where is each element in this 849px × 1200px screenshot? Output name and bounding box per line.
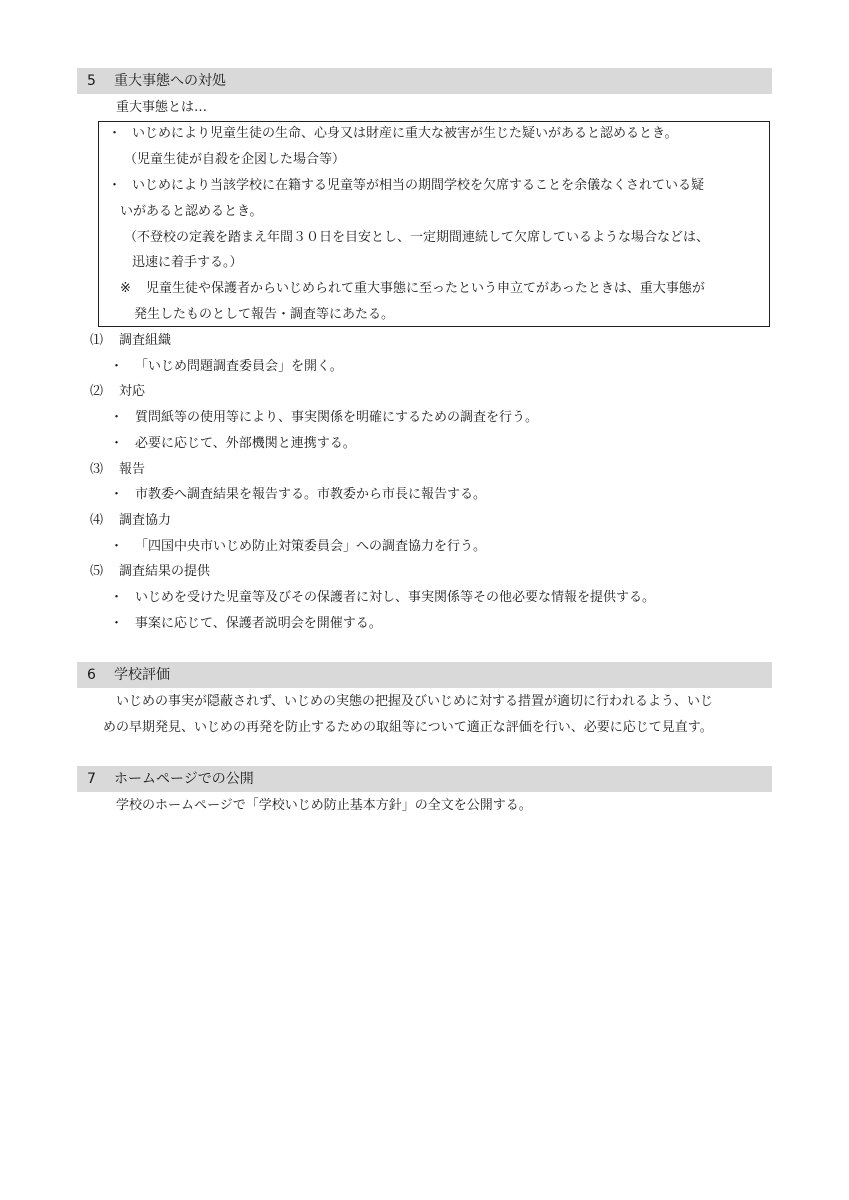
section-6-header (77, 662, 772, 688)
subsection-5-number: ⑸ (90, 564, 104, 579)
subsection-5-item-1: いじめを受けた児童等及びその保護者に対し、事実関係等その他必要な情報を提供する。 (135, 590, 656, 605)
subsection-1-title: 調査組織 (119, 333, 172, 348)
subsection-2-item-2: 必要に応じて、外部機関と連携する。 (135, 436, 356, 451)
section-6-title: 学校評価 (114, 667, 170, 683)
subsection-3-item-1: 市教委へ調査結果を報告する。市教委から市長に報告する。 (135, 487, 487, 502)
subsection-5-item-2: 事案に応じて、保護者説明会を開催する。 (135, 616, 382, 631)
box-item-2-line-1: いじめにより当該学校に在籍する児童等が相当の期間学校を欠席することを余儀なくされている疑 (132, 178, 705, 193)
section-5-intro: 重大事態とは… (116, 100, 208, 115)
box-bullet-2: ・ (108, 178, 122, 193)
box-kome-line-2: 発生したものとして報告・調査等にあたる。 (134, 307, 395, 322)
subsection-2-bullet-1: ・ (110, 410, 124, 425)
subsection-4-number: ⑷ (90, 513, 104, 528)
subsection-1-bullet: ・ (110, 359, 124, 374)
section-7-header (77, 766, 772, 792)
section-7-number: 7 (87, 771, 96, 787)
subsection-2-title: 対応 (119, 384, 146, 399)
box-item-1-line-1: いじめにより児童生徒の生命、心身又は財産に重大な被害が生じた疑いがあると認めるとき。 (132, 126, 678, 141)
box-item-2-line-2: いがあると認めるとき。 (120, 204, 263, 219)
section-7-title: ホームページでの公開 (114, 771, 254, 787)
box-bullet-1: ・ (108, 126, 122, 141)
subsection-4-title: 調査協力 (119, 513, 172, 528)
subsection-4-item-1: 「四国中央市いじめ防止対策委員会」への調査協力を行う。 (135, 539, 487, 554)
section-5-number: 5 (87, 73, 96, 89)
subsection-3-number: ⑶ (90, 462, 104, 477)
subsection-1-number: ⑴ (90, 333, 104, 348)
box-kome-line-1: 児童生徒や保護者からいじめられて重大事態に至ったという申立てがあったときは、重大事態が (146, 281, 705, 296)
subsection-4-bullet: ・ (110, 539, 124, 554)
subsection-5-bullet-1: ・ (110, 590, 124, 605)
section-6-number: 6 (87, 667, 96, 683)
box-item-1-note: （児童生徒が自殺を企図した場合等） (124, 152, 346, 167)
subsection-5-title: 調査結果の提供 (119, 564, 211, 579)
subsection-1-item-1: 「いじめ問題調査委員会」を開く。 (135, 359, 343, 374)
section-6-body-line-2: めの早期発見、いじめの再発を防止するための取組等について適正な評価を行い、必要に応じて見直す。 (103, 720, 713, 735)
section-7-body: 学校のホームページで「学校いじめ防止基本方針」の全文を公開する。 (116, 798, 532, 813)
section-6-body-line-1: いじめの事実が隠蔽されず、いじめの実態の把握及びいじめに対する措置が適切に行われるよう、いじ (116, 694, 713, 709)
box-item-2-note-1: （不登校の定義を踏まえ年間３０日を目安とし、一定期間連続して欠席しているような場合などは、 (124, 230, 710, 245)
subsection-5-bullet-2: ・ (110, 616, 124, 631)
box-kome-mark: ※ (120, 281, 131, 296)
subsection-2-bullet-2: ・ (110, 436, 124, 451)
subsection-3-bullet: ・ (110, 487, 124, 502)
section-5-header (77, 68, 772, 94)
section-5-title: 重大事態への対処 (114, 73, 226, 89)
box-item-2-note-2: 迅速に着手する。） (132, 255, 243, 270)
subsection-2-number: ⑵ (90, 384, 104, 399)
subsection-2-item-1: 質問紙等の使用等により、事実関係を明確にするための調査を行う。 (135, 410, 539, 425)
subsection-3-title: 報告 (119, 462, 146, 477)
